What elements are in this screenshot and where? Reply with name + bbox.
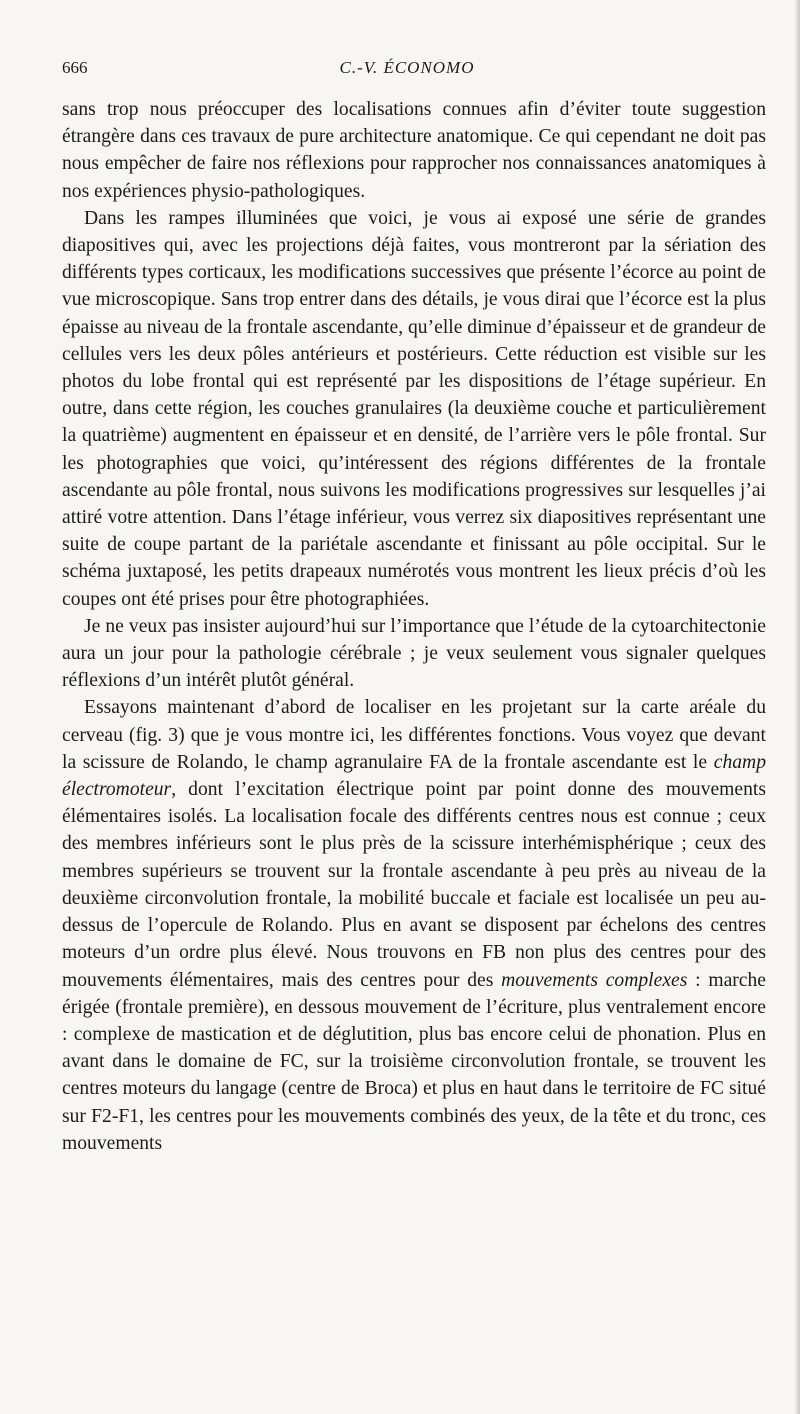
- page-header: [62, 58, 752, 82]
- page-number: 666: [62, 58, 88, 77]
- running-title: C.-V. ÉCONOMO: [339, 58, 475, 77]
- paragraph: [62, 694, 766, 1156]
- text-run: Je ne veux pas insister aujourd’hui sur l’importance que l’étude de la cytoarchitectonie aura un jour pour la pathologie cérébrale ; je veux seulement vous signaler quelques réflexions d’un intérêt plutôt général.: [62, 615, 766, 692]
- text-run: Essayons maintenant d’abord de localiser en les projetant sur la carte aréale du cerveau (fig. 3) que je vous montre ici, les différentes fonctions. Vous voyez que devant la scissure de Rolando, le champ agranulaire FA de la frontale ascendante est le: [62, 697, 766, 773]
- text-run: , dont l’excitation électrique point par point donne des mouvements élémentaires isolés. La localisation focale des différents centres nous est connue ; ceux des membres inférieurs sont le plus près de la scissure interhémisphérique ; ceux des membres supérieurs se trouvent sur la frontale ascendante à peu près au niveau de la deuxième circonvolution frontale, la mobilité buccale et faciale est localisée un peu au-dessus de l’opercule de Rolando. Plus en avant se disposent par échelons des centres moteurs d’un ordre plus élevé. Nous trouvons en FB non plus des centres pour des mouvements élémentaires, mais des centres pour des: [62, 779, 766, 991]
- text-run: sans trop nous préoccuper des localisations connues afin d’éviter toute suggestion étrangère dans ces travaux de pure architecture anatomique. Ce qui cependant ne doit pas nous empêcher de faire nos réflexions pour rapprocher nos connaissances anatomiques à nos expériences physio-pathologiques.: [62, 99, 766, 202]
- text-run: : marche érigée (frontale première), en dessous mouvement de l’écriture, plus ventralement encore : complexe de mastication et de déglutition, plus bas encore celui de phonation. Plus en avant dans le domaine de FC, sur la troisième circonvolution frontale, se trouvent les centres moteurs du langage (centre de Broca) et plus en haut dans le territoire de FC situé sur F2-F1, les centres pour les mouvements combinés des yeux, de la tête et du tronc, ces mouvements: [62, 969, 766, 1154]
- paragraph: [62, 96, 766, 205]
- text-run: Dans les rampes illuminées que voici, je vous ai exposé une série de grandes diapositives qui, avec les projections déjà faites, vous montreront par la sériation des différents types corticaux, les modifications successives que présente l’écorce au point de vue microscopique. Sans trop entrer dans des détails, je vous dirai que l’écorce est la plus épaisse au niveau de la frontale ascendante, qu’elle diminue d’épaisseur et de grandeur de cellules vers les deux pôles antérieurs et postérieurs. Cette réduction est visible sur les photos du lobe frontal qui est représenté par les dispositions de l’étage supérieur. En outre, dans cette région, les couches granulaires (la deuxième couche et particulièrement la quatrième) augmentent en épaisseur et en densité, de l’arrière vers le pôle frontal. Sur les photographies que voici, qu’intéressent des régions différentes de la frontale ascendante au pôle frontal, nous suivons les modifications progressives sur lesquelles j’ai attiré votre attention. Dans l’étage inférieur, vous verrez six diapositives représentant une suite de coupe partant de la pariétale ascendante et finissant au pôle occipital. Sur le schéma juxtaposé, les petits drapeaux numérotés vous montrent les lieux précis d’où les coupes ont été prises pour être photographiées.: [62, 207, 766, 610]
- page-edge-shadow: [794, 0, 800, 1414]
- body-text: [62, 96, 766, 1157]
- paragraph: [62, 205, 766, 613]
- paragraph: [62, 613, 766, 695]
- italic-term: mouvements complexes: [501, 969, 688, 991]
- italic-term: champ électromoteur: [62, 751, 766, 801]
